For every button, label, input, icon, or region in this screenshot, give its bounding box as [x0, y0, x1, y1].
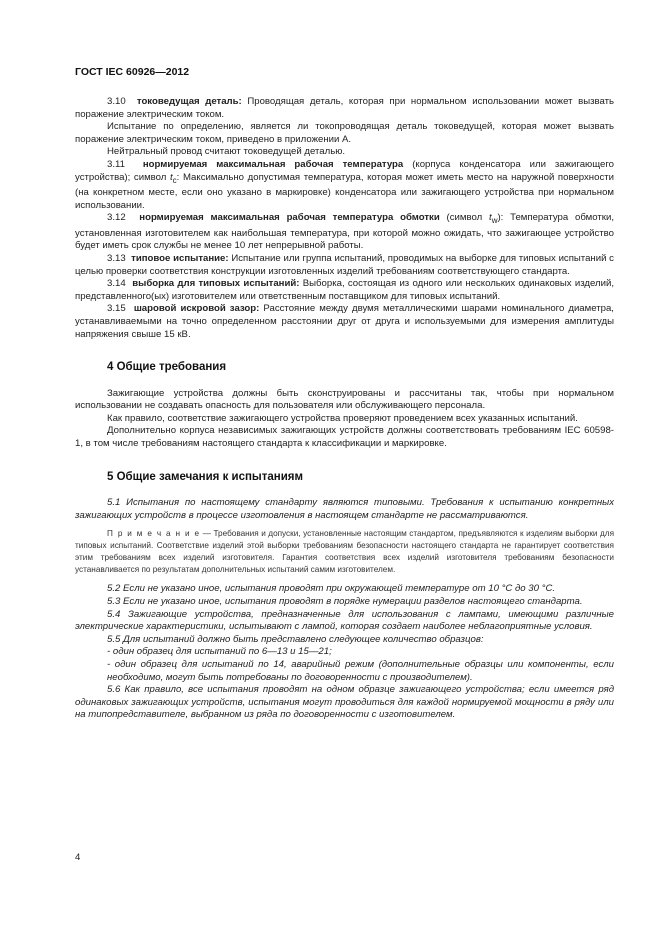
symbol: t — [170, 171, 173, 183]
note-label: П р и м е ч а н и е — [107, 529, 201, 539]
clause-3-12 — [75, 212, 614, 253]
term: токоведущая деталь: — [136, 96, 242, 107]
term: типовое испытание: — [131, 252, 229, 264]
clause-5-3: 5.3 Если не указано иное, испытания проводят в порядке нумерации разделов настоящего стандарта. — [107, 596, 583, 608]
term: нормируемая максимальная рабочая температура обмотки — [139, 212, 440, 224]
symbol-subscript: w — [491, 216, 498, 226]
paragraph: Дополнительно корпуса независимых зажигающих устройств должны соответствовать требованиям IEC 60598-1, в том числе требованиям настоящего стандарта к классификации и маркировке. — [75, 425, 614, 450]
section-5-heading: 5 Общие замечания к испытаниям — [107, 470, 304, 483]
clause-number: 3.11 — [107, 158, 125, 170]
page-number: 4 — [75, 852, 81, 863]
note — [75, 528, 614, 576]
clause-3-14 — [75, 278, 614, 303]
clause-number: 3.10 — [107, 96, 126, 107]
term: нормируемая максимальная рабочая температура — [142, 158, 404, 170]
symbol-subscript: c — [172, 175, 177, 185]
clause-5-5: 5.5 Для испытаний должно быть представлено следующее количество образцов: — [107, 633, 484, 645]
definition: Расстояние между двумя металлическими шарами номинального диаметра, устанавливаемыми на точно определенном расстоянии друг от друга и используемыми для измерения амплитуды напряжения свыше 15 кВ. — [75, 303, 614, 340]
clause-5-4: 5.4 Зажигающие устройства, предназначенные для использования с лампами, имеющими различные электрические характеристики, испытывают с лампой, которая создает наиболее неблагоприятные условия. — [75, 608, 614, 633]
clause-5-1: 5.1 Испытания по настоящему стандарту являются типовыми. Требования к испытанию конкретных зажигающих устройств в процессе изготовления в настоящем стандарте не рассматриваются. — [75, 497, 614, 521]
symbol: t — [489, 212, 492, 224]
clause-3-13 — [75, 253, 614, 278]
definition: ): Температура обмотки, установленная изготовителем как наибольшая температура, при которой можно ожидать, что зажигающее устройство будет иметь срок службы не менее 10 лет непрерывной работы. — [75, 212, 614, 252]
definition: (символ — [439, 212, 490, 224]
definition: : Максимально допустимая температура, которая может иметь место на наружной поверхности (на конкретном месте, если оно указано в маркировке) конденсатора или зажигающего устройства при нормальном использовании. — [75, 171, 614, 211]
clause-number: 3.14 — [107, 278, 126, 290]
term: выборка для типовых испытаний: — [132, 278, 300, 290]
section-4-heading: 4 Общие требования — [107, 361, 227, 374]
definition: Проводящая деталь, которая при нормальном использовании может вызвать поражение электрическим током. — [75, 96, 614, 120]
clause-number: 3.12 — [107, 212, 126, 224]
clause-5-2: 5.2 Если не указано иное, испытания проводят при окружающей температуре от 10 °С до 30 °С. — [107, 583, 556, 595]
clause-5-6: 5.6 Как правило, все испытания проводят на одном образце зажигающего устройства; если имеется ряд одинаковых зажигающих устройств, испытания могут проводиться для каждой нормируемой мощности в ряду или на типопредставителе, выбранном из ряда по договоренности с изготовителем. — [75, 684, 614, 721]
note-text: — Требования и допуски, установленные настоящим стандартом, предъявляются к изделиям выборки для типовых испытаний. Соответствие изделий этой выборки требованиям безопасности настоящего стандарта не гарантирует соответствия этим требованиям всех изделий изготовителя. Гарантия соответствия всех изделий изготовителя требованиям безопасности устанавливается по результатам дополнительных испытаний самим изготовителем. — [75, 529, 614, 575]
list-item: - один образец для испытаний по 14, аварийный режим (дополнительные образцы или компоненты, если необходимо, могут быть потребованы по договоренности с производителем). — [107, 659, 614, 683]
paragraph: Нейтральный провод считают токоведущей деталью. — [107, 146, 346, 158]
note-paragraph — [75, 528, 614, 576]
clause-3-11 — [75, 159, 614, 212]
document-body — [75, 96, 614, 722]
list-item: - один образец для испытаний по 6—13 и 15—21; — [107, 646, 332, 658]
clause-number: 3.15 — [107, 303, 126, 315]
term: шаровой искровой зазор: — [133, 303, 260, 315]
document-header: ГОСТ IEC 60926—2012 — [75, 66, 190, 78]
definition: Выборка, состоящая из одного или нескольких одинаковых изделий, представленного(ых) изготовителем или ответственным поставщиком для типовых испытаний. — [75, 278, 614, 302]
clause-3-10 — [75, 96, 614, 121]
definition: Испытание или группа испытаний, проводимых на выборке для типовых испытаний с целью проверки соответствия конструкции изготовленных изделий требованиям соответствующего стандарта. — [75, 252, 614, 277]
paragraph: Испытание по определению, является ли токопроводящая деталь токоведущей, которая может вызвать поражение электрическим током, приведено в приложении А. — [75, 121, 614, 145]
clause-number: 3.13 — [107, 252, 126, 264]
paragraph: Как правило, соответствие зажигающего устройства проверяют проведением всех указанных испытаний. — [107, 412, 578, 424]
paragraph: Зажигающие устройства должны быть сконструированы и рассчитаны так, чтобы при нормальном использовании не создавать опасность для пользователя или обслуживающего персонала. — [75, 387, 614, 412]
clause-3-15 — [75, 303, 614, 341]
definition: (корпуса конденсатора или зажигающего устройства); символ — [75, 158, 614, 183]
